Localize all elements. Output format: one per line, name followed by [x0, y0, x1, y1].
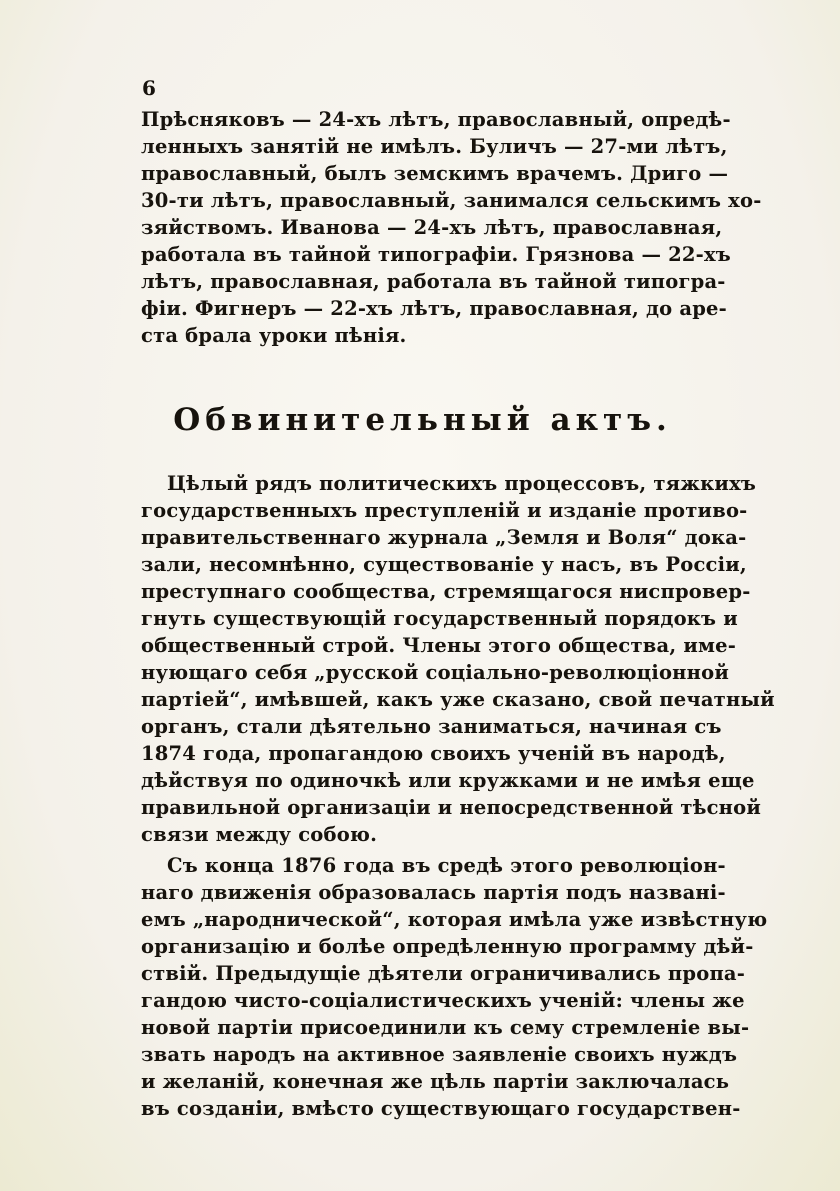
- text-line: емъ „народнической“, которая имѣла уже извѣстную: [141, 908, 768, 931]
- text-line: ствій. Предыдущіе дѣятели ограничивались пропа-: [141, 962, 746, 985]
- page-number: 6: [142, 76, 156, 100]
- text-line: православный, былъ земскимъ врачемъ. Дриго —: [141, 162, 729, 185]
- text-line: въ созданіи, вмѣсто существующаго государствен-: [141, 1097, 741, 1120]
- text-line: 1874 года, пропагандою своихъ ученій въ народѣ,: [141, 742, 726, 765]
- text-line: новой партіи присоединили къ сему стремленіе вы-: [141, 1016, 750, 1039]
- text-line: преступнаго сообщества, стремящагося ниспровер-: [141, 580, 751, 603]
- text-line: фіи. Фигнеръ — 22-хъ лѣтъ, православная, до аре-: [141, 297, 727, 320]
- text-line: 30-ти лѣтъ, православный, занимался сельскимъ хо-: [141, 189, 762, 212]
- text-line: Съ конца 1876 года въ средѣ этого революціон-: [167, 854, 726, 877]
- text-line: гандою чисто-соціалистическихъ ученій: члены же: [141, 989, 745, 1012]
- text-line: зали, несомнѣнно, существованіе у насъ, въ Россіи,: [141, 553, 747, 576]
- paragraph-party-history: [141, 852, 768, 1122]
- text-line: нующаго себя „русской соціально-революціонной: [141, 661, 729, 684]
- text-line: правительственнаго журнала „Земля и Воля“ дока-: [141, 526, 747, 549]
- text-line: организацію и болѣе опредѣленную программу дѣй-: [141, 935, 754, 958]
- paragraph-indictment-intro: [141, 470, 775, 848]
- text-line: общественный строй. Члены этого общества, име-: [141, 634, 737, 657]
- text-line: связи между собою.: [141, 823, 378, 846]
- text-line: и желаній, конечная же цѣль партіи заключалась: [141, 1070, 730, 1093]
- text-line: работала въ тайной типографіи. Грязнова — 22-хъ: [141, 243, 731, 266]
- text-line: Прѣсняковъ — 24-хъ лѣтъ, православный, опредѣ-: [141, 108, 731, 131]
- text-line: партіей“, имѣвшей, какъ уже сказано, свой печатный: [141, 688, 775, 711]
- text-line: правильной организаціи и непосредственной тѣсной: [141, 796, 762, 819]
- text-line: гнуть существующій государственный порядокъ и: [141, 607, 738, 630]
- text-line: ста брала уроки пѣнія.: [141, 324, 407, 347]
- text-line: зяйствомъ. Иванова — 24-хъ лѣтъ, православная,: [141, 216, 723, 239]
- text-line: государственныхъ преступленій и изданіе противо-: [141, 499, 748, 522]
- text-line: ленныхъ занятій не имѣлъ. Буличъ — 27-ми лѣтъ,: [141, 135, 728, 158]
- section-heading: Обвинительный актъ.: [173, 402, 672, 438]
- text-line: Цѣлый рядъ политическихъ процессовъ, тяжкихъ: [167, 472, 757, 495]
- paragraph-defendants-list: [141, 106, 762, 349]
- text-line: звать народъ на активное заявленіе своихъ нуждъ: [141, 1043, 738, 1066]
- text-line: лѣтъ, православная, работала въ тайной типогра-: [141, 270, 726, 293]
- text-line: наго движенія образовалась партія подъ названі-: [141, 881, 726, 904]
- text-line: дѣйствуя по одиночкѣ или кружками и не имѣя еще: [141, 769, 755, 792]
- text-line: органъ, стали дѣятельно заниматься, начиная съ: [141, 715, 722, 738]
